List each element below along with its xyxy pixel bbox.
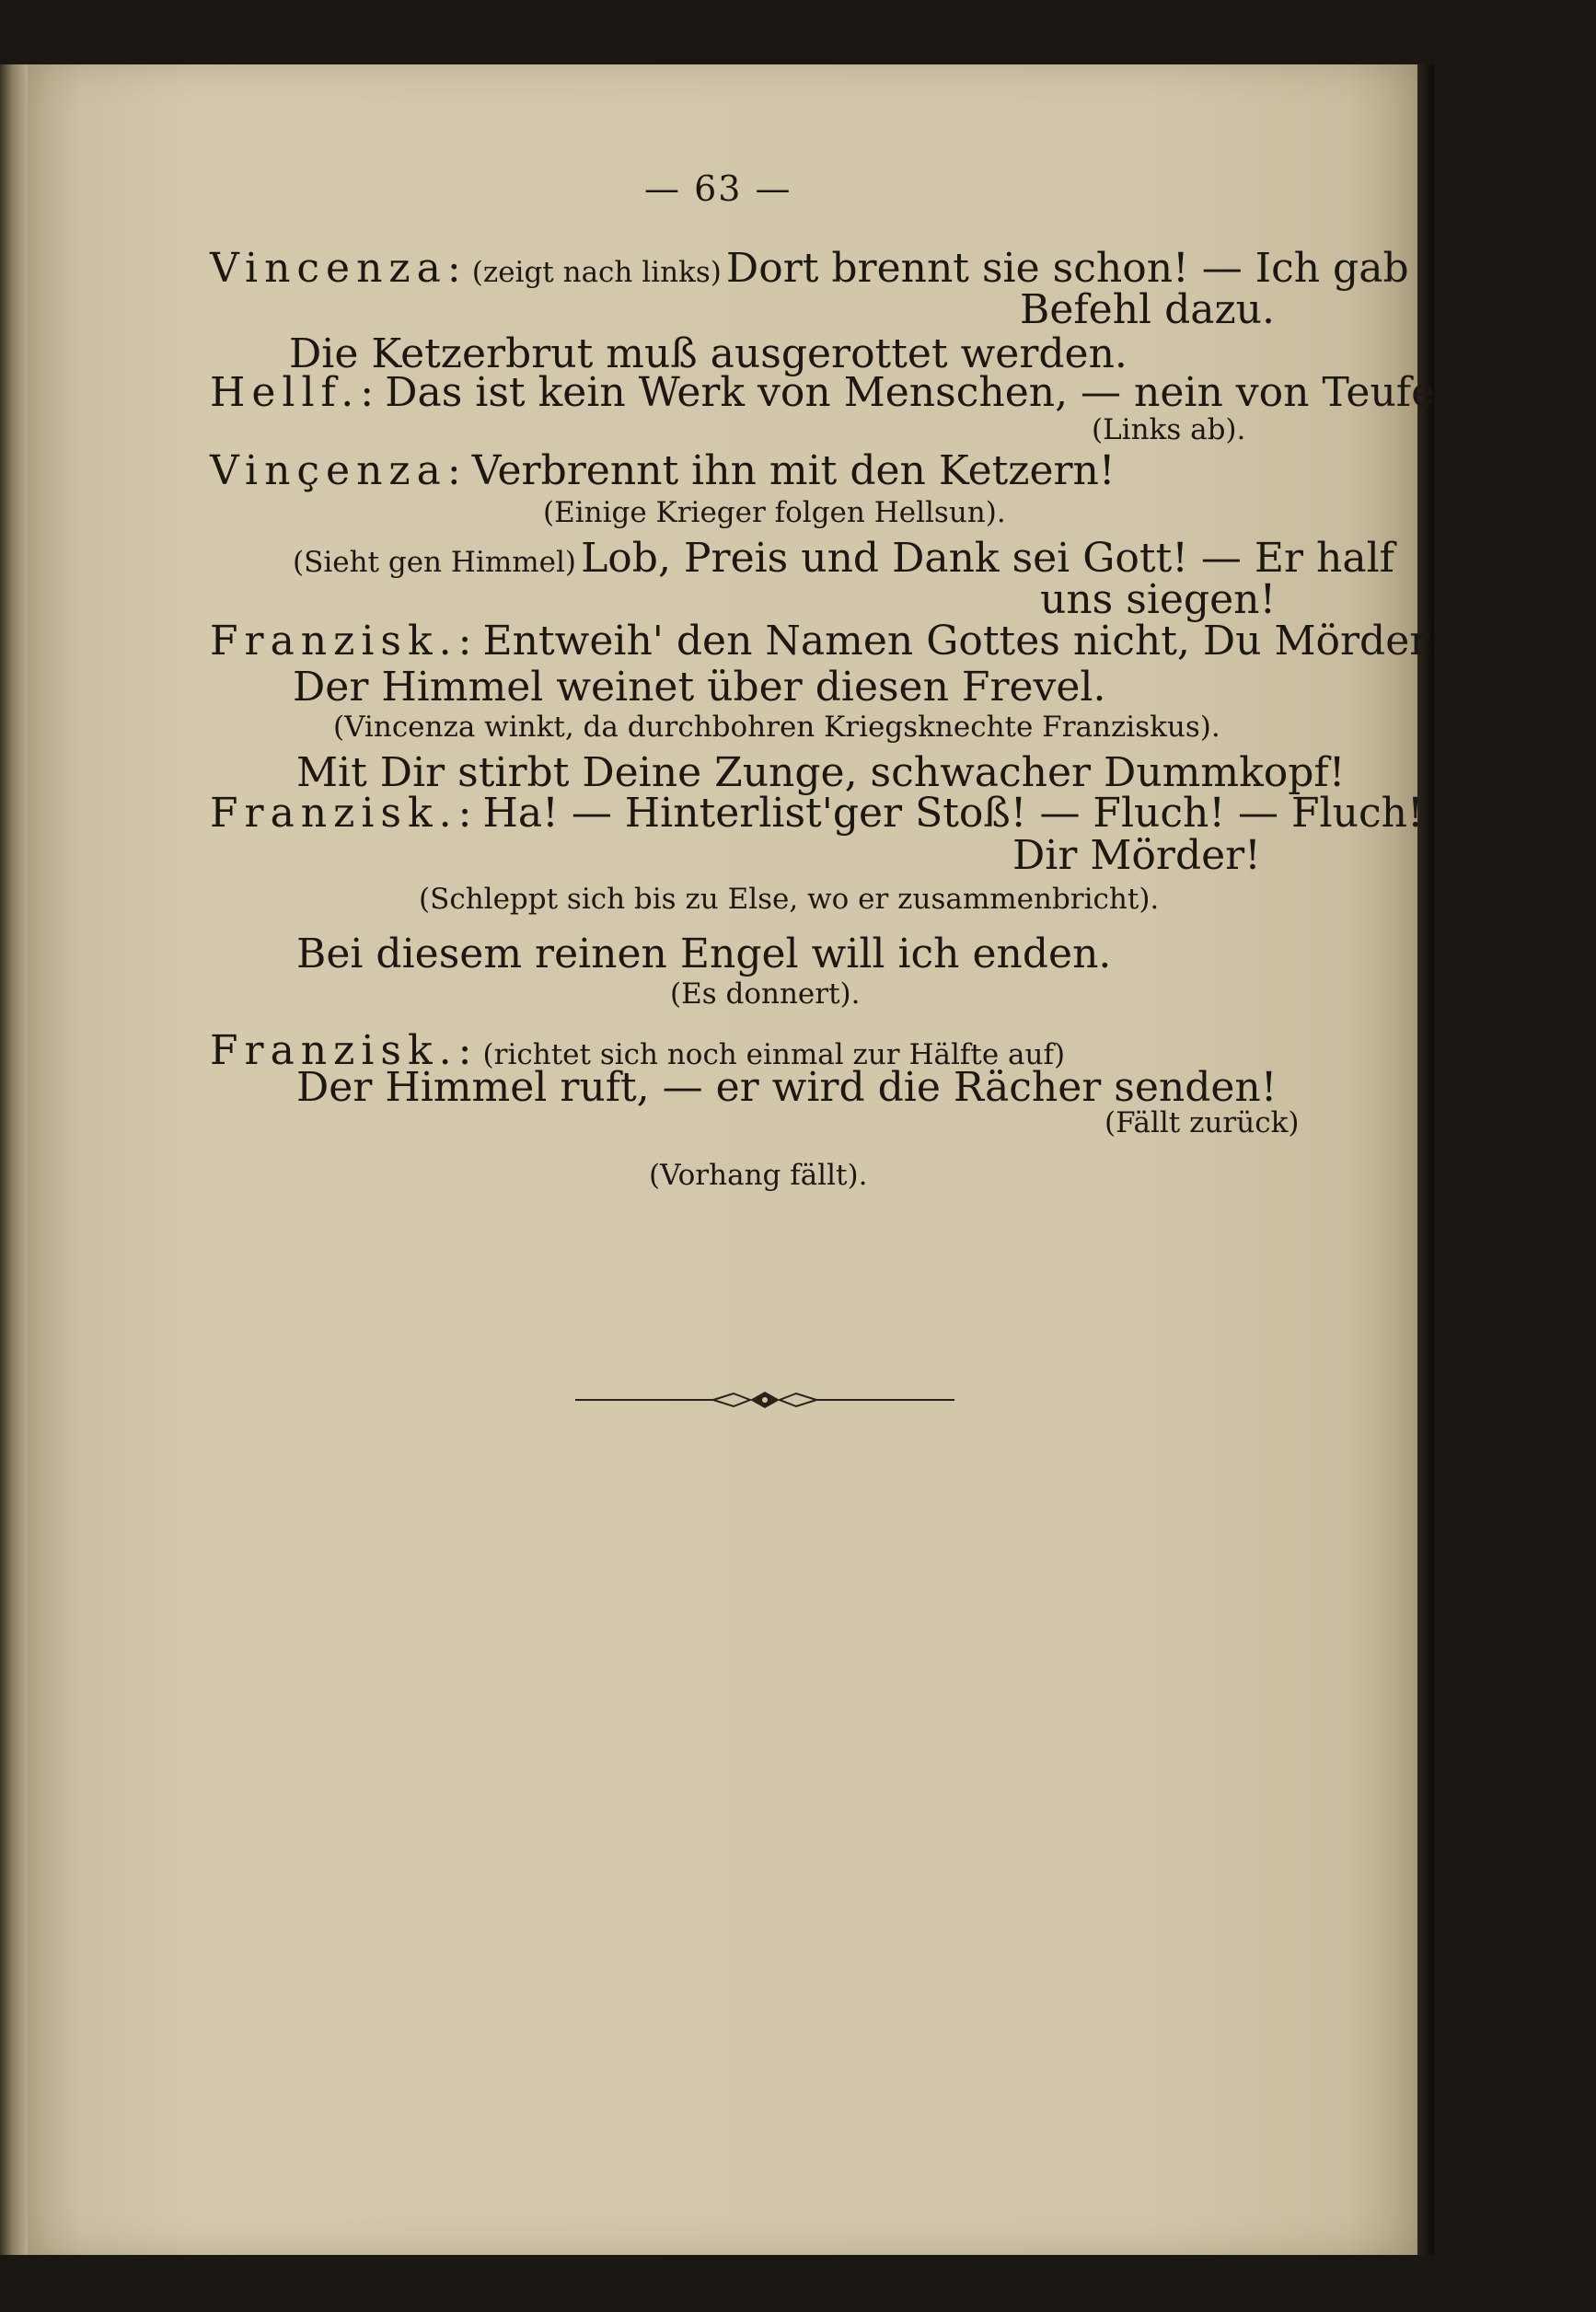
ornament-divider [575, 1388, 954, 1412]
script-line [210, 447, 1116, 494]
dialogue-text: Lob, Preis und Dank sei Gott! — Er half [581, 535, 1394, 582]
stage-direction: (zeigt nach links) [471, 256, 722, 289]
stage-direction: (Es donnert). [670, 977, 861, 1011]
dialogue-text: Das ist kein Werk von Menschen, — nein von Teufeln! [385, 369, 1491, 416]
dialogue-text: Entweih' den Namen Gottes nicht, Du Mörder! [482, 618, 1445, 665]
speaker-name: Franzisk.: [210, 618, 479, 665]
dialogue-text: Mit Dir stirbt Deine Zunge, schwacher Dummkopf! [296, 749, 1346, 796]
script-line [210, 790, 1424, 837]
stage-direction: (Fällt zurück) [1104, 1106, 1300, 1139]
speaker-name: Hellf.: [210, 369, 381, 416]
dialogue-text: Bei diesem reinen Engel will ich enden. [296, 931, 1112, 977]
stage-direction: (Schleppt sich bis zu Else, wo er zusammenbricht). [419, 883, 1160, 916]
stage-direction: (Sieht gen Himmel) [293, 546, 576, 579]
dialogue-text: Ha! — Hinterlist'ger Stoß! — Fluch! — Fluch! [482, 790, 1424, 837]
script-line [210, 369, 1491, 416]
dialogue-text: Der Himmel ruft, — er wird die Rächer senden! [296, 1064, 1278, 1111]
stage-direction: (Einige Krieger folgen Hellsun). [543, 496, 1006, 529]
script-line [210, 245, 1409, 292]
page-number: — 63 — [644, 168, 792, 209]
stage-direction: (Vorhang fällt). [649, 1159, 868, 1192]
dialogue-text: Dort brennt sie schon! — Ich gab [725, 245, 1409, 292]
dialogue-text: Der Himmel weinet über diesen Frevel. [293, 664, 1106, 711]
stage-direction: (richtet sich noch einmal zur Hälfte auf) [482, 1038, 1066, 1071]
script-line [293, 535, 1394, 582]
stage-direction: (Vincenza winkt, da durchbohren Kriegsknechte Franziskus). [333, 711, 1220, 744]
speaker-name: Vincenza: [210, 245, 468, 292]
dialogue-text: Befehl dazu. [1020, 286, 1275, 333]
script-line [210, 618, 1445, 665]
speaker-name: Franzisk.: [210, 790, 479, 837]
stage-direction: (Links ab). [1092, 413, 1246, 446]
dialogue-text: Dir Mörder! [1012, 832, 1261, 879]
speaker-name: Franzisk.: [210, 1027, 479, 1074]
dialogue-text: Die Ketzerbrut muß ausgerottet werden. [289, 330, 1128, 377]
dialogue-text: uns siegen! [1040, 576, 1277, 623]
speaker-name: Vinçenza: [210, 447, 468, 494]
dialogue-text: Verbrennt ihn mit den Ketzern! [471, 447, 1116, 494]
book-spine [0, 64, 28, 2255]
